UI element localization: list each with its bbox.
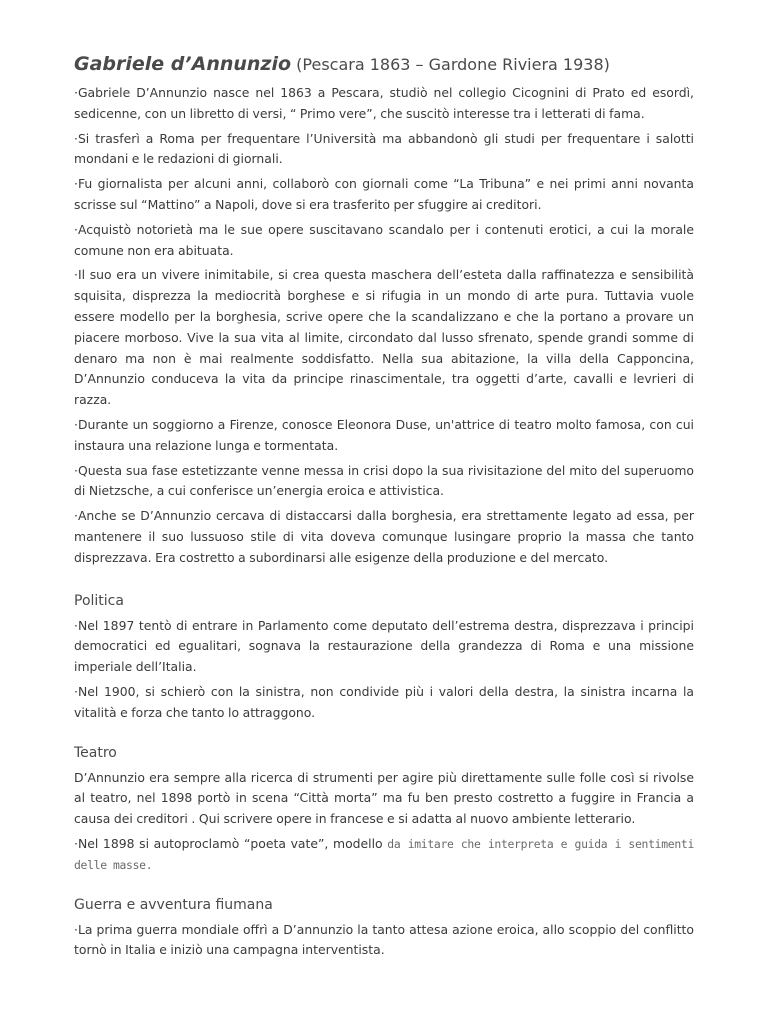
title-name: Gabriele d’Annunzio bbox=[74, 53, 292, 75]
teatro-paragraph: D’Annunzio era sempre alla ricerca di strumenti per agire più direttamente sulle folle così si rivolse al teatro, nel 1898 portò in scena “Città morta” ma fu ben presto costretto a fuggire in Francia a causa dei creditori . Qui scrivere opere in francese e si adatta al nuovo ambiente letterario. bbox=[74, 769, 694, 827]
politica-paragraph-1: ·Nel 1897 tentò di entrare in Parlamento come deputato dell’estrema destra, disprezzava i principi democratici ed egualitari, sognava la restaurazione della grandezza di Roma e una missione imperiale dell’Italia. bbox=[74, 617, 694, 675]
section-title-politica: Politica bbox=[74, 592, 124, 609]
section-title-teatro: Teatro bbox=[74, 744, 117, 761]
politica-paragraph-2: ·Nel 1900, si schierò con la sinistra, non condivide più i valori della destra, la sinistra incarna la vitalità e forza che tanto lo attraggono. bbox=[74, 683, 694, 720]
bio-paragraph-1: ·Gabriele D’Annunzio nasce nel 1863 a Pescara, studiò nel collegio Cicognini di Prato ed esordì, sedicenne, con un libretto di versi, “ Primo vere”, che suscitò interesse tra i letterati di fama. bbox=[74, 85, 694, 121]
vate-text-start: ·Nel 1898 si autoproclamò “poeta vate”, modello bbox=[74, 835, 383, 851]
section-title-guerra: Guerra e avventura fiumana bbox=[74, 896, 273, 913]
title-dates: (Pescara 1863 – Gardone Riviera 1938) bbox=[296, 55, 610, 74]
bio-paragraph-8: ·Anche se D’Annunzio cercava di distaccarsi dalla borghesia, era strettamente legato ad essa, per mantenere il suo lussuoso stile di vita doveva comunque lusingare proprio la massa che tanto disprezzava. Era costretto a subordinarsi alle esigenze della produzione e del mercato. bbox=[74, 508, 694, 565]
bio-paragraph-3: ·Fu giornalista per alcuni anni, collaborò con giornali come “La Tribuna” e nei primi anni novanta scrisse sul “Mattino” a Napoli, dove si era trasferito per sfuggire ai creditori. bbox=[74, 176, 694, 212]
document-content bbox=[74, 52, 694, 965]
bio-paragraph-7: ·Questa sua fase estetizzante venne messa in crisi dopo la sua rivisitazione del mito del superuomo di Nietzsche, a cui conferisce un’energia eroica e attivistica. bbox=[74, 462, 694, 499]
bio-paragraph-4: ·Acquistò notorietà ma le sue opere suscitavano scandalo per i contenuti erotici, a cui la morale comune non era abituata. bbox=[74, 221, 694, 258]
guerra-paragraph: ·La prima guerra mondiale offrì a D’annunzio la tanto attesa azione eroica, allo scoppio del conflitto tornò in Italia e iniziò una campagna interventista. bbox=[74, 921, 694, 958]
page-title bbox=[74, 52, 694, 77]
teatro-vate-paragraph bbox=[74, 834, 694, 876]
bio-paragraph-6: ·Durante un soggiorno a Firenze, conosce Eleonora Duse, un'attrice di teatro molto famosa, con cui instaura una relazione lunga e tormentata. bbox=[74, 416, 694, 453]
bio-paragraph-5: ·Il suo era un vivere inimitabile, si crea questa maschera dell’esteta dalla raffinatezza e sensibilità squisita, disprezza la mediocrità borghese e si rifugia in un mondo di arte pura. Tuttavia vuole essere modello per la borghesia, scrive opere che la scandalizzano e che la portano a provare un piacere morboso. Vive la sua vita al limite, circondato dal lusso sfrenato, spende grandi somme di denaro ma non è mai realmente soddisfatto. Nella sua abitazione, la villa della Capponcina, D’Annunzio conduceva la vita da principe rinascimentale, tra oggetti d’arte, cavalli e levrieri di razza. bbox=[74, 267, 694, 408]
bio-paragraph-2: ·Si trasferì a Roma per frequentare l’Università ma abbandonò gli studi per frequentare i salotti mondani e le redazioni di giornali. bbox=[74, 130, 694, 167]
vate-text-end: da imitare che interpreta e guida i sentimenti delle masse. bbox=[74, 836, 694, 872]
